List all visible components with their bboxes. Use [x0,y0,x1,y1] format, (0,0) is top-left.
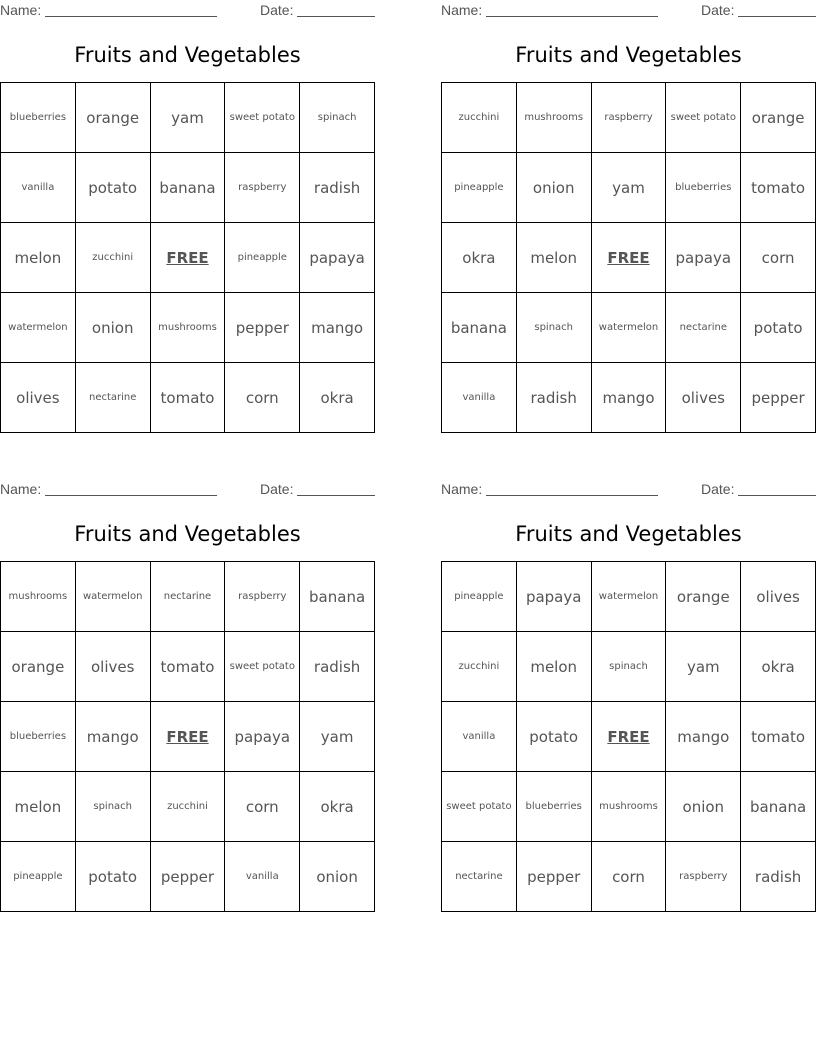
bingo-cell: pepper [225,293,300,363]
bingo-cell: papaya [300,223,375,293]
name-label: Name: [0,481,42,497]
bingo-card [441,479,816,914]
date-label: Date: [701,481,735,497]
bingo-cell: spinach [592,632,667,702]
bingo-cell: okra [442,223,517,293]
bingo-cell: corn [592,842,667,912]
bingo-cell: potato [76,842,151,912]
bingo-cell: nectarine [76,363,151,433]
date-label: Date: [260,481,294,497]
bingo-cell: zucchini [151,772,226,842]
bingo-cell: vanilla [442,363,517,433]
bingo-cell: mushrooms [517,83,592,153]
bingo-cell: sweet potato [225,632,300,702]
free-space-cell: FREE [592,223,667,293]
name-label: Name: [441,481,483,497]
date-label: Date: [701,2,735,18]
bingo-cell: onion [517,153,592,223]
bingo-cell: mushrooms [592,772,667,842]
bingo-cell: onion [300,842,375,912]
bingo-cell: potato [741,293,816,363]
bingo-cell: yam [151,83,226,153]
bingo-cell: watermelon [76,562,151,632]
bingo-cell: pepper [151,842,226,912]
bingo-cell: okra [741,632,816,702]
bingo-cell: pepper [517,842,592,912]
bingo-cell: vanilla [1,153,76,223]
bingo-cell: yam [666,632,741,702]
bingo-cell: zucchini [76,223,151,293]
bingo-grid [0,561,375,912]
date-field-line [297,16,375,17]
bingo-cell: radish [300,153,375,223]
name-field-line [45,16,217,17]
bingo-cell: blueberries [1,702,76,772]
bingo-cell: watermelon [592,293,667,363]
bingo-cell: pineapple [442,562,517,632]
bingo-cell: blueberries [1,83,76,153]
bingo-cell: papaya [666,223,741,293]
bingo-cell: banana [442,293,517,363]
card-header [441,479,816,501]
bingo-cell: papaya [225,702,300,772]
bingo-cell: corn [225,363,300,433]
bingo-cell: orange [741,83,816,153]
bingo-cell: raspberry [592,83,667,153]
card-header [0,479,375,501]
bingo-cell: pineapple [225,223,300,293]
bingo-card [0,479,375,914]
bingo-cell: raspberry [225,562,300,632]
bingo-cell: radish [741,842,816,912]
bingo-cell: radish [517,363,592,433]
bingo-cell: mango [666,702,741,772]
date-label: Date: [260,2,294,18]
card-title: Fruits and Vegetables [515,522,742,546]
bingo-cell: watermelon [1,293,76,363]
bingo-cell: blueberries [517,772,592,842]
bingo-cell: nectarine [442,842,517,912]
bingo-cell: corn [225,772,300,842]
bingo-cell: okra [300,363,375,433]
bingo-cell: mango [76,702,151,772]
card-header [441,0,816,22]
bingo-cell: raspberry [666,842,741,912]
bingo-cell: melon [1,772,76,842]
bingo-cell: nectarine [666,293,741,363]
bingo-cell: spinach [517,293,592,363]
bingo-cell: papaya [517,562,592,632]
date-field-line [738,16,816,17]
bingo-cell: sweet potato [225,83,300,153]
bingo-cell: potato [517,702,592,772]
bingo-cell: blueberries [666,153,741,223]
bingo-cell: banana [151,153,226,223]
bingo-cell: olives [1,363,76,433]
date-field-line [297,495,375,496]
bingo-cell: melon [517,632,592,702]
date-field-line [738,495,816,496]
card-header [0,0,375,22]
card-title: Fruits and Vegetables [74,43,301,67]
bingo-cell: sweet potato [666,83,741,153]
bingo-cell: spinach [300,83,375,153]
bingo-cell: banana [300,562,375,632]
bingo-cell: banana [741,772,816,842]
bingo-cell: zucchini [442,632,517,702]
bingo-cell: okra [300,772,375,842]
bingo-cell: pineapple [1,842,76,912]
name-field-line [486,16,658,17]
name-label: Name: [0,2,42,18]
card-title: Fruits and Vegetables [74,522,301,546]
bingo-cell: orange [666,562,741,632]
bingo-grid [0,82,375,433]
bingo-cell: vanilla [225,842,300,912]
bingo-cell: yam [300,702,375,772]
free-space-cell: FREE [151,702,226,772]
bingo-cell: nectarine [151,562,226,632]
bingo-cell: yam [592,153,667,223]
bingo-cell: watermelon [592,562,667,632]
name-label: Name: [441,2,483,18]
bingo-card [441,0,816,435]
bingo-cell: pineapple [442,153,517,223]
bingo-cell: tomato [741,153,816,223]
bingo-cell: mango [592,363,667,433]
bingo-cell: melon [517,223,592,293]
bingo-cell: radish [300,632,375,702]
bingo-cell: orange [1,632,76,702]
bingo-cell: potato [76,153,151,223]
bingo-cell: mushrooms [151,293,226,363]
bingo-cell: spinach [76,772,151,842]
bingo-cell: mango [300,293,375,363]
bingo-cell: raspberry [225,153,300,223]
bingo-cell: onion [666,772,741,842]
bingo-cell: tomato [741,702,816,772]
bingo-cell: olives [666,363,741,433]
bingo-cell: sweet potato [442,772,517,842]
bingo-cell: corn [741,223,816,293]
bingo-card [0,0,375,435]
bingo-cell: zucchini [442,83,517,153]
name-field-line [45,495,217,496]
bingo-cell: onion [76,293,151,363]
bingo-cell: orange [76,83,151,153]
bingo-cell: mushrooms [1,562,76,632]
bingo-cell: olives [741,562,816,632]
bingo-cell: tomato [151,632,226,702]
name-field-line [486,495,658,496]
bingo-cell: tomato [151,363,226,433]
free-space-cell: FREE [151,223,226,293]
bingo-grid [441,561,816,912]
bingo-cell: melon [1,223,76,293]
bingo-cell: olives [76,632,151,702]
bingo-cell: pepper [741,363,816,433]
bingo-cell: vanilla [442,702,517,772]
free-space-cell: FREE [592,702,667,772]
bingo-grid [441,82,816,433]
card-title: Fruits and Vegetables [515,43,742,67]
